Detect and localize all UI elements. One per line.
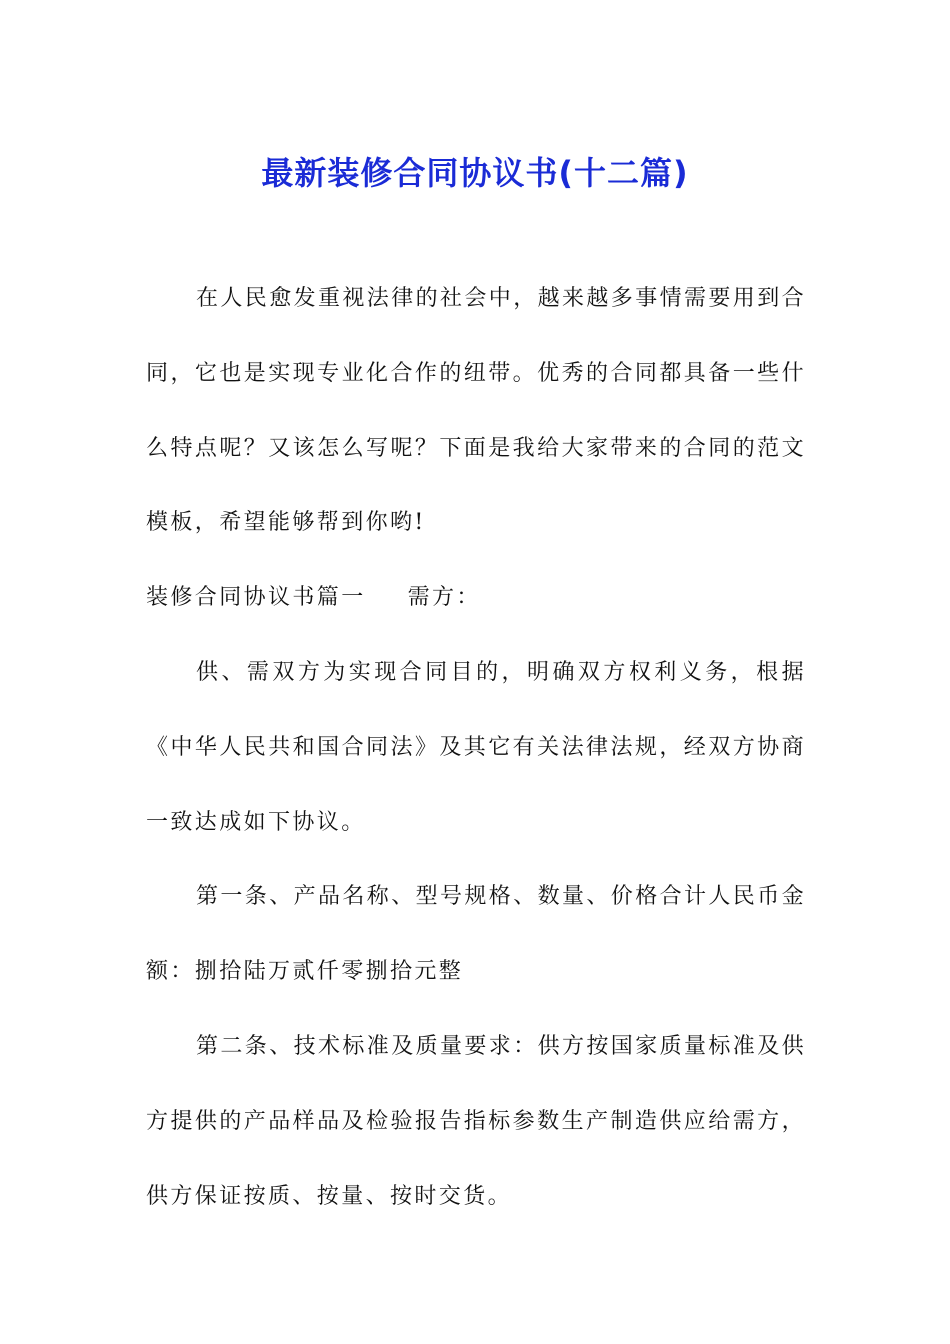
- document-title: 最新装修合同协议书(十二篇): [261, 154, 689, 193]
- intro-paragraph: 在人民愈发重视法律的社会中，越来越多事情需要用到合同，它也是实现专业化合作的纽带。优秀的合同都具备一些什么特点呢？又该怎么写呢？下面是我给大家带来的合同的范文模板，希望能够帮到你哟!: [146, 286, 807, 536]
- section-heading: 装修合同协议书篇一: [146, 585, 366, 611]
- document-body: [146, 262, 806, 1234]
- article-2-paragraph: 第二条、技术标准及质量要求：供方按国家质量标准及供方提供的产品样品及检验报告指标参数生产制造供应给需方，供方保证按质、按量、按时交货。: [146, 1033, 807, 1209]
- section-party-label: 需方：: [407, 585, 481, 611]
- agreement-paragraph: 供、需双方为实现合同目的，明确双方权利义务，根据《中华人民共和国合同法》及其它有关法律法规，经双方协商一致达成如下协议。: [146, 659, 806, 835]
- article-1-paragraph: 第一条、产品名称、型号规格、数量、价格合计人民币金额：捌拾陆万贰仟零捌拾元整: [146, 884, 807, 985]
- section-heading-line: [146, 561, 806, 636]
